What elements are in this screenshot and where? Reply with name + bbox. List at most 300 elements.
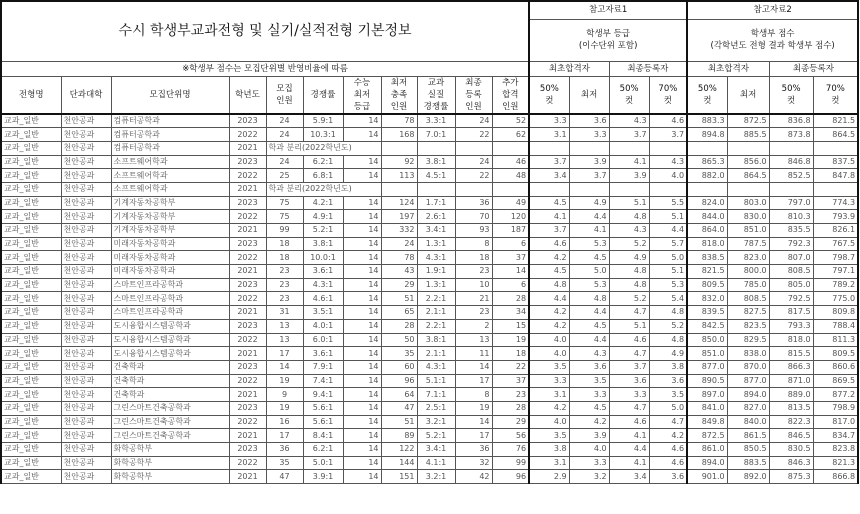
cell-grade-final-70: 3.7 xyxy=(649,128,687,142)
cell-competition: 5.0:1 xyxy=(303,456,343,470)
cell-year: 2022 xyxy=(229,210,266,224)
cell-type: 교과_일반 xyxy=(1,237,61,251)
cell-real-competition: 1.3:1 xyxy=(417,237,455,251)
table-row xyxy=(1,319,858,333)
cell-score-final-70: 821.5 xyxy=(813,114,858,128)
cell-type: 교과_일반 xyxy=(1,251,61,265)
cell-grade-final-70: 4.0 xyxy=(649,169,687,183)
cell-score-first-50: 851.0 xyxy=(687,347,727,361)
cell-unit: 도시융합시스템공학과 xyxy=(111,333,229,347)
cell-grade-first-min: 4.5 xyxy=(569,401,609,415)
cell-final-reg: 2 xyxy=(455,319,492,333)
cell-grade-first-50: 3.1 xyxy=(529,128,569,142)
cell-quota: 99 xyxy=(266,224,303,238)
cell-min-met: 122 xyxy=(381,443,417,457)
cell-grade-first-50: 4.5 xyxy=(529,196,569,210)
cell-college: 천안공과 xyxy=(61,319,111,333)
cell-score-final-70: 866.8 xyxy=(813,470,858,484)
cell-grade-first-50: 4.2 xyxy=(529,251,569,265)
cell-competition: 4.6:1 xyxy=(303,292,343,306)
cell-extra-pass: 46 xyxy=(492,155,529,169)
cell-grade-first-min: 3.5 xyxy=(569,374,609,388)
cell-grade-final-50: 4.1 xyxy=(609,429,649,443)
cell-min-met: 96 xyxy=(381,374,417,388)
cell-extra-pass: 6 xyxy=(492,278,529,292)
cell-final-reg: 11 xyxy=(455,347,492,361)
cell-real-competition: 2.2:1 xyxy=(417,319,455,333)
cell-grade-first-min: 4.3 xyxy=(569,347,609,361)
cell-score-final-50: 866.3 xyxy=(769,360,813,374)
cell-score-final-70: 860.6 xyxy=(813,360,858,374)
cell-quota: 16 xyxy=(266,415,303,429)
cell-score-first-min: 808.5 xyxy=(727,292,769,306)
cell-year: 2022 xyxy=(229,292,266,306)
table-row xyxy=(1,292,858,306)
cell-final-reg xyxy=(455,182,492,196)
cell-competition: 4.9:1 xyxy=(303,210,343,224)
cell-competition: 6.2:1 xyxy=(303,443,343,457)
cell-final-reg: 17 xyxy=(455,429,492,443)
cell-grade-first-min xyxy=(569,141,609,155)
cell-score-final-50: 792.3 xyxy=(769,237,813,251)
cell-score-final-50: 830.5 xyxy=(769,443,813,457)
cell-type: 교과_일반 xyxy=(1,429,61,443)
cell-score-final-50: 807.0 xyxy=(769,251,813,265)
cell-real-competition xyxy=(417,141,455,155)
cell-unit: 화학공학부 xyxy=(111,470,229,484)
cell-score-first-50: 839.5 xyxy=(687,306,727,320)
cell-grade-final-50: 4.3 xyxy=(609,224,649,238)
cell-grade-final-50: 3.4 xyxy=(609,470,649,484)
column-header-final-reg: 최종 등록 인원 xyxy=(455,76,492,114)
cell-min-met: 78 xyxy=(381,114,417,128)
cell-year: 2022 xyxy=(229,456,266,470)
cell-unit: 건축학과 xyxy=(111,374,229,388)
cell-grade-first-min: 3.9 xyxy=(569,155,609,169)
cell-final-reg: 23 xyxy=(455,306,492,320)
cell-grade-final-70 xyxy=(649,182,687,196)
cell-year: 2022 xyxy=(229,169,266,183)
cell-college: 천안공과 xyxy=(61,141,111,155)
cell-grade-first-50: 4.8 xyxy=(529,278,569,292)
cell-extra-pass xyxy=(492,141,529,155)
cell-real-competition: 3.3:1 xyxy=(417,114,455,128)
cell-grade-first-50: 4.5 xyxy=(529,265,569,279)
cell-score-first-50: 872.5 xyxy=(687,429,727,443)
cell-grade-first-min: 4.8 xyxy=(569,292,609,306)
cell-grade-final-50: 4.8 xyxy=(609,210,649,224)
cell-competition: 6.2:1 xyxy=(303,155,343,169)
cell-year: 2021 xyxy=(229,265,266,279)
cell-type: 교과_일반 xyxy=(1,196,61,210)
cell-real-competition: 2.2:1 xyxy=(417,292,455,306)
cell-grade-final-50: 3.6 xyxy=(609,374,649,388)
cell-grade-final-50: 4.7 xyxy=(609,306,649,320)
cell-extra-pass: 76 xyxy=(492,443,529,457)
cell-year: 2023 xyxy=(229,196,266,210)
cell-note: 학과 분리(2022학년도) xyxy=(266,182,381,196)
cell-grade-final-50: 4.4 xyxy=(609,443,649,457)
cell-unit: 기계자동차공학부 xyxy=(111,224,229,238)
table-row xyxy=(1,114,858,128)
cell-grade-first-50: 3.7 xyxy=(529,155,569,169)
cell-extra-pass: 18 xyxy=(492,347,529,361)
cell-score-final-50 xyxy=(769,141,813,155)
column-header-quota: 모집 인원 xyxy=(266,76,303,114)
cell-quota: 18 xyxy=(266,237,303,251)
cell-type: 교과_일반 xyxy=(1,114,61,128)
cell-score-final-70: 774.3 xyxy=(813,196,858,210)
cell-score-first-min: 827.0 xyxy=(727,401,769,415)
cell-final-reg: 17 xyxy=(455,374,492,388)
cell-score-final-70: 811.3 xyxy=(813,333,858,347)
cell-competition: 8.4:1 xyxy=(303,429,343,443)
cell-score-first-min: 856.0 xyxy=(727,155,769,169)
cell-unit: 화학공학부 xyxy=(111,456,229,470)
cell-score-first-50: 865.3 xyxy=(687,155,727,169)
cell-min-met xyxy=(381,141,417,155)
cell-grade-final-70 xyxy=(649,141,687,155)
cell-score-first-min: 883.5 xyxy=(727,456,769,470)
table-row xyxy=(1,182,858,196)
cell-type: 교과_일반 xyxy=(1,278,61,292)
cell-year: 2022 xyxy=(229,128,266,142)
cell-grade-first-50: 2.9 xyxy=(529,470,569,484)
cell-grade-final-70: 5.3 xyxy=(649,278,687,292)
column-header-unit: 모집단위명 xyxy=(111,76,229,114)
cell-score-first-min: 838.0 xyxy=(727,347,769,361)
cell-min-met: 144 xyxy=(381,456,417,470)
cell-final-reg: 14 xyxy=(455,415,492,429)
table-row xyxy=(1,251,858,265)
cell-score-final-50: 835.5 xyxy=(769,224,813,238)
column-header-year: 학년도 xyxy=(229,76,266,114)
cell-score-first-min: 850.5 xyxy=(727,443,769,457)
cell-competition: 4.2:1 xyxy=(303,196,343,210)
cell-csat-min: 14 xyxy=(343,292,381,306)
cell-score-final-70: 809.8 xyxy=(813,306,858,320)
cell-score-first-50: 818.0 xyxy=(687,237,727,251)
cell-extra-pass xyxy=(492,182,529,196)
cell-min-met: 168 xyxy=(381,128,417,142)
cell-score-final-70: 793.9 xyxy=(813,210,858,224)
cell-csat-min: 14 xyxy=(343,456,381,470)
cell-grade-first-min: 3.3 xyxy=(569,128,609,142)
cell-extra-pass: 14 xyxy=(492,265,529,279)
cell-quota: 19 xyxy=(266,374,303,388)
cell-final-reg: 19 xyxy=(455,401,492,415)
cell-unit: 스마트인프라공학과 xyxy=(111,278,229,292)
cell-csat-min: 14 xyxy=(343,401,381,415)
cell-quota: 24 xyxy=(266,114,303,128)
cell-csat-min: 14 xyxy=(343,470,381,484)
cell-score-first-50: 877.0 xyxy=(687,360,727,374)
column-header-grade-final-50: 50% 컷 xyxy=(609,76,649,114)
cell-score-first-min: 829.5 xyxy=(727,333,769,347)
cell-year: 2021 xyxy=(229,224,266,238)
cell-year: 2022 xyxy=(229,333,266,347)
cell-min-met: 124 xyxy=(381,196,417,210)
cell-quota: 23 xyxy=(266,278,303,292)
cell-csat-min: 14 xyxy=(343,347,381,361)
ref1-sub1: 학생부 등급 xyxy=(586,29,630,39)
cell-type: 교과_일반 xyxy=(1,374,61,388)
cell-extra-pass: 6 xyxy=(492,237,529,251)
cell-score-final-70: 797.1 xyxy=(813,265,858,279)
cell-grade-first-50: 3.5 xyxy=(529,429,569,443)
cell-score-first-50 xyxy=(687,141,727,155)
cell-extra-pass: 56 xyxy=(492,429,529,443)
cell-score-final-70: 788.4 xyxy=(813,319,858,333)
cell-score-first-min: 872.5 xyxy=(727,114,769,128)
cell-grade-first-50: 4.2 xyxy=(529,319,569,333)
cell-quota: 9 xyxy=(266,388,303,402)
cell-score-final-50: 810.3 xyxy=(769,210,813,224)
cell-csat-min: 14 xyxy=(343,210,381,224)
cell-college: 천안공과 xyxy=(61,114,111,128)
cell-min-met: 332 xyxy=(381,224,417,238)
cell-min-met: 51 xyxy=(381,415,417,429)
cell-final-reg: 8 xyxy=(455,237,492,251)
cell-extra-pass: 28 xyxy=(492,401,529,415)
cell-grade-final-50 xyxy=(609,141,649,155)
cell-final-reg: 8 xyxy=(455,388,492,402)
cell-grade-first-50: 4.1 xyxy=(529,210,569,224)
cell-type: 교과_일반 xyxy=(1,388,61,402)
cell-score-final-70: 869.5 xyxy=(813,374,858,388)
cell-grade-final-70: 4.4 xyxy=(649,224,687,238)
cell-extra-pass: 120 xyxy=(492,210,529,224)
cell-college: 천안공과 xyxy=(61,415,111,429)
cell-grade-first-50 xyxy=(529,141,569,155)
cell-grade-final-70: 4.7 xyxy=(649,415,687,429)
cell-grade-final-70: 4.9 xyxy=(649,347,687,361)
cell-unit: 도시융합시스템공학과 xyxy=(111,319,229,333)
cell-grade-first-min: 3.6 xyxy=(569,114,609,128)
cell-score-first-min: 861.5 xyxy=(727,429,769,443)
cell-unit: 미래자동차공학과 xyxy=(111,237,229,251)
cell-type: 교과_일반 xyxy=(1,347,61,361)
cell-score-final-70: 837.5 xyxy=(813,155,858,169)
cell-min-met: 89 xyxy=(381,429,417,443)
cell-grade-final-50: 4.8 xyxy=(609,265,649,279)
cell-year: 2023 xyxy=(229,155,266,169)
cell-real-competition: 2.6:1 xyxy=(417,210,455,224)
cell-grade-first-50: 4.0 xyxy=(529,347,569,361)
cell-score-final-70 xyxy=(813,141,858,155)
cell-final-reg: 32 xyxy=(455,456,492,470)
cell-csat-min: 14 xyxy=(343,114,381,128)
cell-college: 천안공과 xyxy=(61,237,111,251)
cell-final-reg: 10 xyxy=(455,278,492,292)
cell-score-first-min: 892.0 xyxy=(727,470,769,484)
column-header-csat-min: 수능 최저 등급 xyxy=(343,76,381,114)
cell-score-final-70: 817.0 xyxy=(813,415,858,429)
cell-score-final-50: 875.3 xyxy=(769,470,813,484)
cell-college: 천안공과 xyxy=(61,292,111,306)
table-row xyxy=(1,278,858,292)
cell-competition: 3.6:1 xyxy=(303,347,343,361)
table-row xyxy=(1,224,858,238)
cell-quota: 17 xyxy=(266,347,303,361)
cell-grade-first-50 xyxy=(529,182,569,196)
cell-quota: 24 xyxy=(266,155,303,169)
cell-score-first-min: 787.5 xyxy=(727,237,769,251)
cell-score-first-50: 849.8 xyxy=(687,415,727,429)
cell-csat-min: 14 xyxy=(343,306,381,320)
cell-min-met: 92 xyxy=(381,155,417,169)
cell-score-first-50: 844.0 xyxy=(687,210,727,224)
cell-competition: 7.4:1 xyxy=(303,374,343,388)
cell-grade-final-50: 4.7 xyxy=(609,401,649,415)
table-row xyxy=(1,415,858,429)
cell-score-final-50: 846.5 xyxy=(769,429,813,443)
cell-score-first-min: 894.0 xyxy=(727,388,769,402)
cell-unit: 그린스마트건축공학과 xyxy=(111,415,229,429)
cell-grade-first-min: 4.4 xyxy=(569,210,609,224)
cell-quota: 75 xyxy=(266,210,303,224)
cell-min-met: 28 xyxy=(381,319,417,333)
table-row xyxy=(1,306,858,320)
cell-grade-final-50: 4.1 xyxy=(609,155,649,169)
cell-type: 교과_일반 xyxy=(1,319,61,333)
table-row xyxy=(1,456,858,470)
cell-real-competition: 2.1:1 xyxy=(417,347,455,361)
cell-quota: 47 xyxy=(266,470,303,484)
cell-college: 천안공과 xyxy=(61,374,111,388)
cell-score-final-70: 847.8 xyxy=(813,169,858,183)
cell-unit: 컴퓨터공학과 xyxy=(111,114,229,128)
cell-extra-pass: 37 xyxy=(492,374,529,388)
cell-final-reg: 36 xyxy=(455,196,492,210)
cell-grade-final-50: 5.2 xyxy=(609,237,649,251)
cell-quota: 14 xyxy=(266,360,303,374)
cell-grade-final-50 xyxy=(609,182,649,196)
cell-real-competition: 3.4:1 xyxy=(417,224,455,238)
cell-min-met: 24 xyxy=(381,237,417,251)
cell-score-final-70: 767.5 xyxy=(813,237,858,251)
cell-score-first-min: 870.0 xyxy=(727,360,769,374)
cell-competition: 3.6:1 xyxy=(303,265,343,279)
cell-score-final-50: 846.3 xyxy=(769,456,813,470)
cell-score-final-50: 817.5 xyxy=(769,306,813,320)
cell-score-first-50: 821.5 xyxy=(687,265,727,279)
cell-extra-pass: 22 xyxy=(492,360,529,374)
ref2-sub1: 학생부 점수 xyxy=(750,29,795,39)
cell-csat-min: 14 xyxy=(343,443,381,457)
cell-grade-final-50: 4.8 xyxy=(609,278,649,292)
cell-college: 천안공과 xyxy=(61,306,111,320)
cell-score-final-70: 823.8 xyxy=(813,443,858,457)
cell-final-reg: 13 xyxy=(455,333,492,347)
column-header-extra-pass: 추가 합격 인원 xyxy=(492,76,529,114)
cell-grade-first-min: 4.2 xyxy=(569,415,609,429)
table-row xyxy=(1,141,858,155)
cell-grade-first-50: 4.2 xyxy=(529,401,569,415)
cell-year: 2023 xyxy=(229,278,266,292)
table-row xyxy=(1,347,858,361)
cell-college: 천안공과 xyxy=(61,278,111,292)
cell-year: 2023 xyxy=(229,319,266,333)
cell-grade-final-70: 4.8 xyxy=(649,333,687,347)
cell-csat-min: 14 xyxy=(343,374,381,388)
cell-score-first-min: 803.0 xyxy=(727,196,769,210)
cell-csat-min: 14 xyxy=(343,196,381,210)
cell-csat-min: 14 xyxy=(343,429,381,443)
cell-grade-final-50: 3.7 xyxy=(609,360,649,374)
column-header-score-first-min: 최저 xyxy=(727,76,769,114)
table-row xyxy=(1,196,858,210)
cell-grade-first-min: 4.5 xyxy=(569,251,609,265)
cell-type: 교과_일반 xyxy=(1,155,61,169)
cell-score-first-min: 827.5 xyxy=(727,306,769,320)
cell-college: 천안공과 xyxy=(61,128,111,142)
first-pass-header-2: 최초합격자 xyxy=(687,61,769,76)
cell-score-final-50: 793.3 xyxy=(769,319,813,333)
cell-grade-final-50: 3.3 xyxy=(609,388,649,402)
cell-score-first-50: 882.0 xyxy=(687,169,727,183)
cell-real-competition: 3.8:1 xyxy=(417,333,455,347)
cell-unit: 도시융합시스템공학과 xyxy=(111,347,229,361)
cell-grade-final-70: 4.3 xyxy=(649,155,687,169)
cell-real-competition: 5.2:1 xyxy=(417,429,455,443)
cell-score-final-70: 798.7 xyxy=(813,251,858,265)
table-row xyxy=(1,210,858,224)
cell-real-competition: 3.2:1 xyxy=(417,415,455,429)
cell-unit: 건축학과 xyxy=(111,388,229,402)
cell-final-reg: 22 xyxy=(455,169,492,183)
cell-quota: 24 xyxy=(266,128,303,142)
cell-score-first-50: 832.0 xyxy=(687,292,727,306)
cell-unit: 스마트인프라공학과 xyxy=(111,292,229,306)
cell-quota: 13 xyxy=(266,319,303,333)
cell-final-reg: 70 xyxy=(455,210,492,224)
cell-score-first-50: 842.5 xyxy=(687,319,727,333)
ref1-heading: 참고자료1 xyxy=(529,1,687,19)
cell-score-final-70: 821.3 xyxy=(813,456,858,470)
cell-score-first-50: 838.5 xyxy=(687,251,727,265)
cell-college: 천안공과 xyxy=(61,347,111,361)
cell-grade-final-50: 4.6 xyxy=(609,333,649,347)
cell-grade-first-50: 3.4 xyxy=(529,169,569,183)
cell-score-final-50: 792.5 xyxy=(769,292,813,306)
cell-final-reg: 93 xyxy=(455,224,492,238)
cell-score-final-50: 873.8 xyxy=(769,128,813,142)
cell-real-competition: 4.1:1 xyxy=(417,456,455,470)
cell-grade-final-70: 3.6 xyxy=(649,470,687,484)
cell-grade-final-70: 5.2 xyxy=(649,319,687,333)
cell-csat-min: 14 xyxy=(343,155,381,169)
cell-csat-min: 14 xyxy=(343,169,381,183)
cell-min-met: 60 xyxy=(381,360,417,374)
cell-score-final-70: 775.0 xyxy=(813,292,858,306)
cell-unit: 스마트인프라공학과 xyxy=(111,306,229,320)
cell-extra-pass: 187 xyxy=(492,224,529,238)
cell-grade-final-50: 4.3 xyxy=(609,114,649,128)
table-row xyxy=(1,155,858,169)
cell-quota: 18 xyxy=(266,251,303,265)
cell-grade-final-70: 4.2 xyxy=(649,429,687,443)
cell-college: 천안공과 xyxy=(61,169,111,183)
cell-grade-first-50: 3.3 xyxy=(529,114,569,128)
cell-grade-first-50: 4.0 xyxy=(529,333,569,347)
cell-extra-pass: 96 xyxy=(492,470,529,484)
cell-score-final-50: 836.8 xyxy=(769,114,813,128)
final-reg-header-2: 최종등록자 xyxy=(769,61,858,76)
cell-grade-first-min: 4.1 xyxy=(569,224,609,238)
cell-extra-pass: 37 xyxy=(492,251,529,265)
cell-real-competition: 2.1:1 xyxy=(417,306,455,320)
